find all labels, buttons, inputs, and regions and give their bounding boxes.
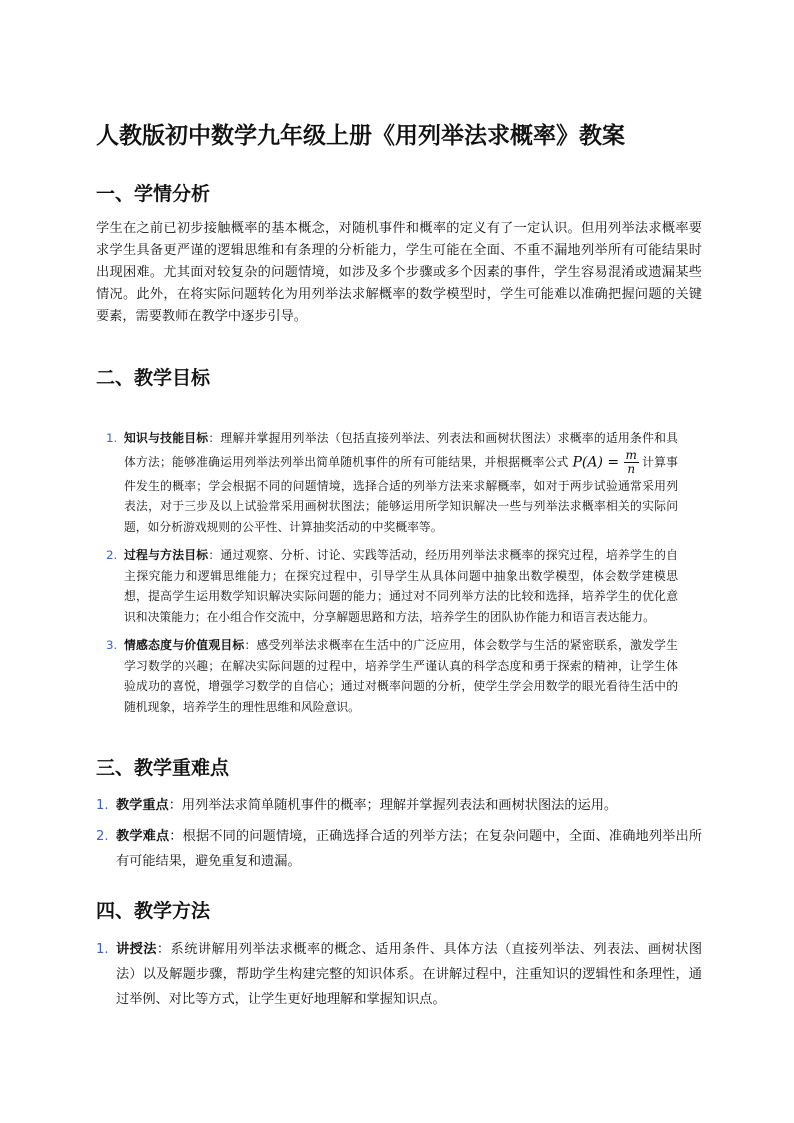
probability-formula (572, 449, 638, 476)
formula-fraction (624, 449, 639, 476)
list-number: 2. (106, 548, 118, 562)
list-term: 情感态度与价值观目标 (124, 638, 245, 652)
formula-denominator: n (627, 461, 636, 476)
list-text: ：根据不同的问题情境，正确选择合适的列举方法；在复杂问题中，全面、准确地列举出所有可能结果，避免重复和遗漏。 (116, 829, 703, 869)
objectives-list (106, 428, 678, 725)
methods-list (96, 937, 702, 1018)
list-item (96, 937, 702, 1012)
list-number: 1. (96, 798, 109, 813)
list-item (106, 545, 678, 627)
list-item (96, 824, 702, 874)
list-number: 3. (106, 638, 118, 652)
list-text: ：用列举法求简单随机事件的概率；理解并掌握列表法和画树状图法的运用。 (168, 798, 618, 813)
list-term: 过程与方法目标 (124, 548, 209, 562)
section-heading-analysis: 一、学情分析 (96, 183, 211, 205)
list-item (106, 428, 678, 537)
document-title: 人教版初中数学九年级上册《用列举法求概率》教案 (96, 123, 625, 149)
section-heading-key-points: 三、教学重难点 (96, 757, 230, 779)
list-item (96, 793, 702, 818)
list-text: 计算事件发生的概率；学会根据不同的问题情境，选择合适的列举方法来求解概率，如对于两步试验通常采用列表法，对于三步及以上试验常采用画树状图法；能够运用所学知识解决一些与列举法求概率相关的实际问题，如分析游戏规则的公平性、计算抽奖活动的中奖概率等。 (124, 454, 678, 534)
key-points-list (96, 793, 702, 880)
list-number: 1. (106, 431, 118, 445)
section-heading-objectives: 二、教学目标 (96, 367, 211, 389)
list-number: 1. (96, 942, 109, 957)
list-text: ：系统讲解用列举法求概率的概念、适用条件、具体方法（直接列举法、列表法、画树状图法）以及解题步骤，帮助学生构建完整的知识体系。在讲解过程中，注重知识的逻辑性和条理性，通过举例、对比等方式，让学生更好地理解和掌握知识点。 (116, 942, 703, 1007)
list-text: ：感受列举法求概率在生活中的广泛应用，体会数学与生活的紧密联系，激发学生学习数学的兴趣；在解决实际问题的过程中，培养学生严谨认真的科学态度和勇于探索的精神，让学生体验成功的喜悦，增强学习数学的自信心；通过对概率问题的分析，使学生学会用数学的眼光看待生活中的随机现象，培养学生的理性思维和风险意识。 (124, 638, 678, 714)
section-heading-methods: 四、教学方法 (96, 900, 211, 922)
formula-left: P(A) = (572, 454, 620, 470)
section-paragraph-analysis: 学生在之前已初步接触概率的基本概念，对随机事件和概率的定义有了一定认识。但用列举法求概率要求学生具备更严谨的逻辑思维和有条理的分析能力，学生可能在全面、不重不漏地列举所有可能结果时出现困难。尤其面对较复杂的问题情境，如涉及多个步骤或多个因素的事件，学生容易混淆或遗漏某些情况。此外，在将实际问题转化为用列举法求解概率的数学模型时，学生可能难以准确把握问题的关键要素，需要教师在教学中逐步引导。 (96, 221, 702, 324)
list-number: 2. (96, 829, 109, 844)
formula-numerator: m (625, 447, 637, 462)
list-text: ：理解并掌握用列举法（包括直接列举法、列表法和画树状图法）求概率的适用条件和具体方法；能够准确运用列举法列举出简单随机事件的所有可能结果，并根据概率公式 (124, 431, 678, 469)
list-term: 教学难点 (116, 829, 170, 844)
list-term: 知识与技能目标 (124, 431, 209, 445)
list-term: 讲授法 (116, 942, 157, 957)
list-term: 教学重点 (116, 798, 169, 813)
list-text: ：通过观察、分析、讨论、实践等活动，经历用列举法求概率的探究过程，培养学生的自主探究能力和逻辑思维能力；在探究过程中，引导学生从具体问题中抽象出数学模型，体会数学建模思想，提高学生运用数学知识解决实际问题的能力；通过对不同列举方法的比较和选择，培养学生的优化意识和决策能力；在小组合作交流中，分享解题思路和方法，培养学生的团队协作能力和语言表达能力。 (124, 548, 678, 624)
list-item (106, 635, 678, 717)
